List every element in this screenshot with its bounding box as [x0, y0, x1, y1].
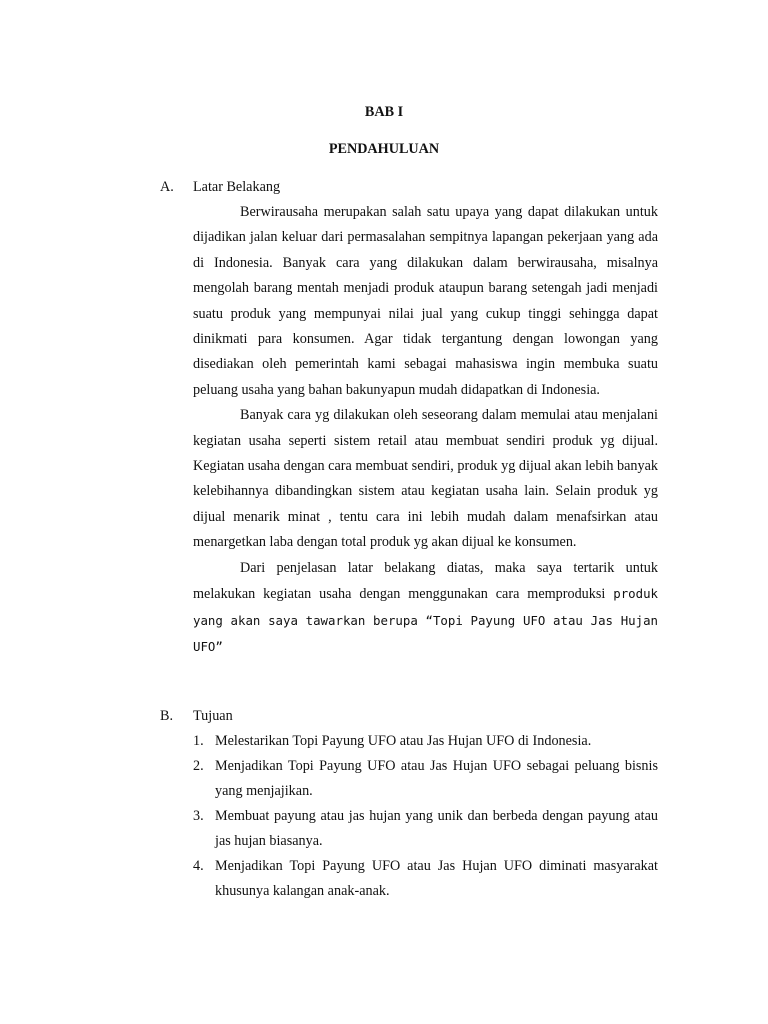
- list-item-text: Melestarikan Topi Payung UFO atau Jas Hujan UFO di Indonesia.: [215, 733, 592, 749]
- list-item-number: 2.: [193, 758, 204, 774]
- list-item-number: 4.: [193, 858, 204, 874]
- section-a-heading-text: Latar Belakang: [193, 179, 281, 195]
- list-item: [193, 754, 658, 804]
- paragraph-1: Berwirausaha merupakan salah satu upaya yang dapat dilakukan untuk dijadikan jalan keluar dari permasalahan sempitnya lapangan pekerjaan yang ada di Indonesia. Banyak cara yang dilakukan dalam berwirausaha, misalnya mengolah barang mentah menjadi produk ataupun barang setengah jadi menjadi suatu produk yang mempunyai nilai jual yang cukup tinggi sehingga dapat dinikmati para konsumen. Agar tidak tergantung dengan lowongan yang disediakan oleh pemerintah kami sebagai mahasiswa ingin membuka suatu peluang usaha yang bahan bakunyapun mudah didapatkan di Indonesia.: [193, 204, 658, 398]
- paragraph-3: [193, 556, 658, 661]
- list-item: [193, 854, 658, 904]
- section-b-heading-text: Tujuan: [193, 708, 233, 724]
- section-a-letter: A.: [160, 179, 174, 195]
- list-item: [193, 729, 658, 754]
- list-item-text: Menjadikan Topi Payung UFO atau Jas Hujan UFO diminati masyarakat khusunya kalangan anak-anak.: [215, 858, 658, 899]
- list-item-number: 1.: [193, 733, 204, 749]
- section-a-body: [193, 200, 658, 660]
- chapter-number: BAB I: [364, 104, 404, 120]
- list-item: [193, 804, 658, 854]
- section-a-heading: [160, 175, 280, 200]
- paragraph-3-text: Dari penjelasan latar belakang diatas, maka saya tertarik untuk melakukan kegiatan usaha dengan menggunakan cara memproduksi: [193, 559, 658, 603]
- list-item-text: Menjadikan Topi Payung UFO atau Jas Hujan UFO sebagai peluang bisnis yang menjajikan.: [215, 758, 658, 799]
- paragraph-3-tail: produk yang akan saya tawarkan berupa “Topi Payung UFO atau Jas Hujan UFO”: [193, 586, 658, 654]
- section-b-letter: B.: [160, 708, 174, 724]
- chapter-title: PENDAHULUAN: [328, 141, 440, 157]
- section-b-heading: [160, 704, 233, 729]
- list-item-number: 3.: [193, 808, 204, 824]
- objectives-list: [193, 729, 658, 904]
- paragraph-2: Banyak cara yg dilakukan oleh seseorang dalam memulai atau menjalani kegiatan usaha seperti sistem retail atau membuat sendiri produk yg dijual. Kegiatan usaha dengan cara membuat sendiri, produk yg dijual akan lebih banyak kelebihannya dibandingkan sistem atau kegiatan usaha lain. Selain produk yg dijual menarik minat , tentu cara ini lebih mudah dalam menafsirkan atau menargetkan laba dengan total produk yg akan dijual ke konsumen.: [193, 407, 658, 551]
- list-item-text: Membuat payung atau jas hujan yang unik dan berbeda dengan payung atau jas hujan biasanya.: [215, 808, 658, 849]
